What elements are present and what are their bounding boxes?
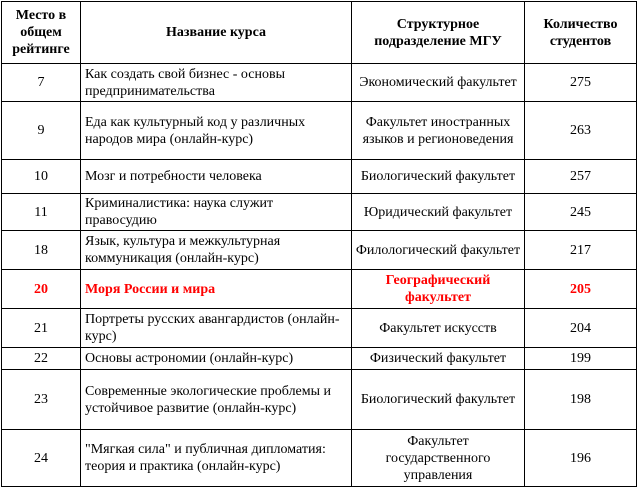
department-cell: Биологический факультет — [352, 370, 525, 430]
course-cell: "Мягкая сила" и публичная дипломатия: теория и практика (онлайн-курс) — [81, 430, 352, 487]
students-cell: 196 — [525, 430, 637, 487]
students-cell: 198 — [525, 370, 637, 430]
students-cell: 245 — [525, 194, 637, 231]
rank-cell: 23 — [2, 370, 81, 430]
rank-cell: 10 — [2, 160, 81, 194]
rank-cell: 9 — [2, 102, 81, 160]
department-cell: Физический факультет — [352, 348, 525, 370]
rank-cell: 11 — [2, 194, 81, 231]
header-course: Название курса — [81, 2, 352, 64]
header-rank: Место в общем рейтинге — [2, 2, 81, 64]
students-cell: 204 — [525, 309, 637, 348]
table-row — [2, 348, 637, 370]
table-row — [2, 102, 637, 160]
header-row — [2, 2, 637, 64]
students-cell: 275 — [525, 64, 637, 102]
department-cell: Факультет иностранных языков и регионоведения — [352, 102, 525, 160]
course-cell: Язык, культура и межкультурная коммуникация (онлайн-курс) — [81, 231, 352, 270]
course-cell: Как создать свой бизнес - основы предпринимательства — [81, 64, 352, 102]
rank-cell: 20 — [2, 270, 81, 309]
table-row — [2, 194, 637, 231]
table-row — [2, 64, 637, 102]
students-cell: 217 — [525, 231, 637, 270]
rank-cell: 24 — [2, 430, 81, 487]
table-row-highlighted — [2, 270, 637, 309]
table-row — [2, 231, 637, 270]
rating-table — [1, 1, 637, 487]
table-row — [2, 370, 637, 430]
course-cell: Основы астрономии (онлайн-курс) — [81, 348, 352, 370]
course-cell: Еда как культурный код у различных народов мира (онлайн-курс) — [81, 102, 352, 160]
rank-cell: 7 — [2, 64, 81, 102]
students-cell: 199 — [525, 348, 637, 370]
table-row — [2, 160, 637, 194]
course-cell: Мозг и потребности человека — [81, 160, 352, 194]
students-cell: 263 — [525, 102, 637, 160]
header-department: Структурное подразделение МГУ — [352, 2, 525, 64]
department-cell: Факультет государственного управления — [352, 430, 525, 487]
header-students: Количество студентов — [525, 2, 637, 64]
students-cell: 205 — [525, 270, 637, 309]
department-cell: Экономический факультет — [352, 64, 525, 102]
department-cell: Географический факультет — [352, 270, 525, 309]
course-cell: Моря России и мира — [81, 270, 352, 309]
table-row — [2, 309, 637, 348]
table-row — [2, 430, 637, 487]
department-cell: Юридический факультет — [352, 194, 525, 231]
department-cell: Факультет искусств — [352, 309, 525, 348]
department-cell: Биологический факультет — [352, 160, 525, 194]
course-cell: Современные экологические проблемы и устойчивое развитие (онлайн-курс) — [81, 370, 352, 430]
rank-cell: 21 — [2, 309, 81, 348]
rank-cell: 22 — [2, 348, 81, 370]
course-cell: Портреты русских авангардистов (онлайн-курс) — [81, 309, 352, 348]
students-cell: 257 — [525, 160, 637, 194]
department-cell: Филологический факультет — [352, 231, 525, 270]
rank-cell: 18 — [2, 231, 81, 270]
course-cell: Криминалистика: наука служит правосудию — [81, 194, 352, 231]
